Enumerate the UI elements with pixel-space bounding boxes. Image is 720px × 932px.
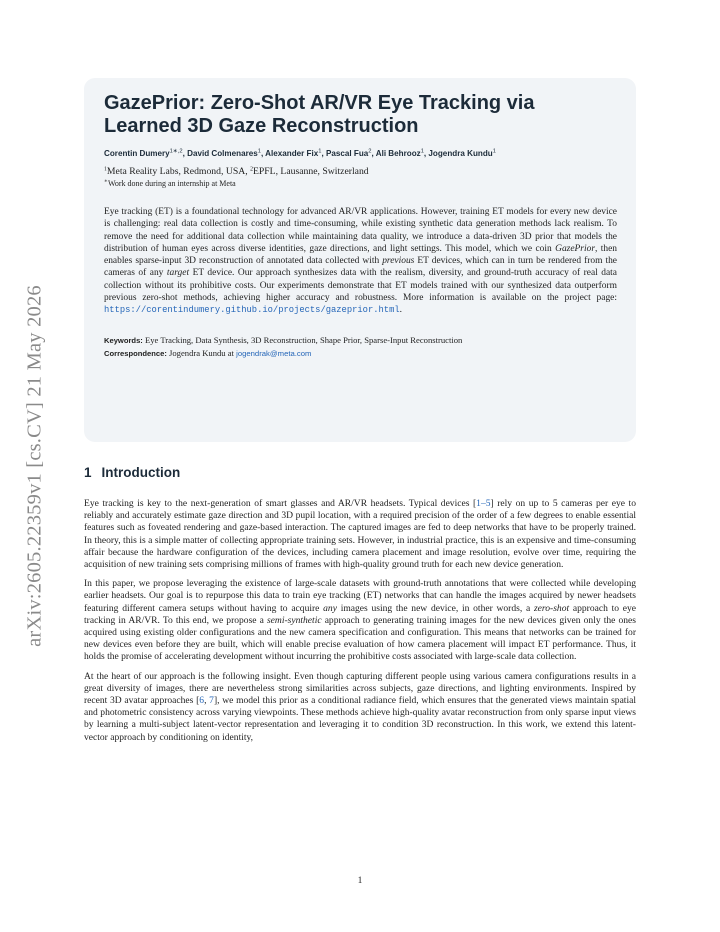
abstract-emphasis: target (166, 268, 190, 279)
arxiv-sidebar (22, 256, 48, 676)
paragraph-emphasis: any (323, 602, 337, 614)
author-affiliation-mark: 1∗,2 (169, 148, 183, 155)
affiliation-mark: 1 (104, 166, 107, 173)
paragraph-emphasis: semi-synthetic (266, 614, 322, 626)
citation-link[interactable]: 7 (209, 695, 214, 707)
abstract-emphasis: previous (382, 256, 415, 267)
citation-link[interactable]: 1–5 (476, 498, 491, 509)
paragraph-text: Eye tracking is key to the next-generation of smart glasses and AR/VR headsets. Typical devices [ (84, 498, 477, 509)
paragraph (84, 578, 636, 663)
project-page-link[interactable]: https://corentindumery.github.io/projects/gazeprior.html (104, 305, 400, 316)
author-name: Ali Behrooz (375, 149, 421, 158)
arxiv-identifier: arXiv:2605.22359v1 [cs.CV] 21 May 2026 (23, 285, 46, 647)
section-title: Introduction (101, 465, 181, 480)
footnote-mark: ∗ (104, 178, 108, 185)
author-name: Jogendra Kundu (428, 149, 493, 158)
author-affiliation-mark: 1 (257, 148, 261, 155)
keywords-block (104, 334, 617, 361)
section-number: 1 (84, 465, 92, 480)
correspondence-email-link[interactable]: jogendrak@meta.com (236, 349, 312, 359)
abstract-text: ET devices, which can in turn be rendered from the cameras of any (104, 256, 617, 279)
affiliation-text: Meta Reality Labs, Redmond, USA, (106, 166, 251, 177)
paragraph-text: ], we model this prior as a conditional radiance field, which ensures that the generated views maintain spatial and photometric consistency across varying viewpoints. These methods achieve high-quality avatar reconstruction from only sparse input views by learning a multi-subject latent-vector representation and leveraging it to condition 3D reconstruction. In this work, we extend this latent-vector approach by conditioning on identity, (84, 695, 636, 743)
paragraph-text: images using the new device, in other words, a (336, 602, 534, 614)
paragraph-text: approach to eye tracking in AR/VR. To this end, we propose a (84, 602, 636, 626)
keywords-label: Keywords: (104, 335, 143, 345)
section-heading (84, 465, 180, 481)
paragraph-text: , (204, 695, 210, 707)
abstract-text: ET device. Our approach synthesizes data with the realism, diversity, and ground-truth accuracy of real data collection without its prohibitive costs. Our experiments demonstrate that ET models trained with our synthesized data outperform previous zero-shot methods, achieving higher accuracy and robustness. More information is available on the project page: (104, 268, 617, 304)
affiliation-mark: 2 (250, 166, 253, 173)
author-affiliation-mark: 2 (368, 148, 372, 155)
paragraph-text: At the heart of our approach is the following insight. Even though capturing different people using various camera configurations results in a great diversity of images, there are nevertheless strong similarities across subjects, gaze directions, and lighting environments. Inspired by recent 3D avatar approaches [ (84, 670, 636, 707)
paragraph-text: ] rely on up to 5 cameras per eye to reliably and accurately estimate gaze direction and 3D pupil location, with a required precision of the order of a few degrees to enable essential features such as foveated rendering and gaze-based interaction. The captured images are fed to deep networks that have to be properly trained. In theory, this is a simple matter of collecting appropriate training sets. However, in industrial practice, this is an expensive and time-consuming affair because the hardware configuration of the devices, including camera placement and image resolution, evolve over time, requiring the acquisition of new training sets comprising millions of frames with high-quality ground truth for each new device generation. (84, 498, 636, 571)
author-affiliation-mark: 1 (318, 148, 322, 155)
paper-title: GazePrior: Zero-Shot AR/VR Eye Tracking via Learned 3D Gaze Reconstruction (104, 92, 535, 137)
citation-link[interactable]: 6 (199, 695, 205, 707)
paragraph (84, 671, 636, 744)
author-footnote (104, 178, 617, 190)
author-name: Pascal Fua (325, 149, 369, 158)
correspondence-label: Correspondence: (104, 349, 167, 359)
author-name: Alexander Fix (265, 149, 319, 158)
abstract (104, 206, 617, 317)
footnote-text: Work done during an internship at Meta (107, 179, 236, 188)
abstract-text: , then enables sparse-input 3D reconstruction of annotated data collected with (104, 243, 617, 267)
paragraph-emphasis: zero-shot (533, 602, 570, 614)
author-name: David Colmenares (187, 149, 258, 158)
abstract-text: Eye tracking (ET) is a foundational technology for advanced AR/VR applications. However, training ET models for every new device is challenging: real data collection is costly and time-consuming, while existing synthetic data generation methods lack realism. To remove the need for additional data collection while maintaining data quality, we introduce a data-driven 3D prior that models the distribution of human eyes across diverse identities, gaze directions, and light settings. This model, which we coin (104, 207, 617, 254)
author-affiliation-mark: 1 (492, 148, 496, 155)
affiliations (104, 165, 617, 178)
introduction-body (84, 498, 636, 751)
paragraph-text: In this paper, we propose leveraging the existence of large-scale datasets with ground-truth annotations that were collected while developing earlier headsets. Our goal is to repurpose this data to train eye tracking (ET) networks that can handle the images acquired by newer headsets featuring different camera setups without having to acquire (84, 578, 636, 614)
page-number: 1 (357, 876, 363, 886)
keywords-text: Eye Tracking, Data Synthesis, 3D Reconstruction, Shape Prior, Sparse-Input Reconstruction (144, 334, 463, 345)
affiliation-text: EPFL, Lausanne, Switzerland (252, 166, 369, 177)
abstract-emphasis: GazePrior (555, 243, 595, 254)
abstract-text: . (399, 305, 402, 316)
author-name: Corentin Dumery (104, 149, 170, 158)
paragraph-text: approach to generating training images for the new devices given only the ones acquired using existing older configurations and the new camera specification and configuration. This means that networks can be trained for new devices even before they are built, which will enable precise evaluation of how camera placement will impact ET performance. Thus, it holds the promise of accelerating development without incurring the prohibitive costs associated with large-scale data collection. (84, 614, 636, 663)
paragraph (84, 498, 636, 571)
correspondence-text: Jogendra Kundu at (169, 348, 237, 359)
header-card (84, 78, 636, 442)
author-affiliation-mark: 1 (420, 148, 424, 155)
author-list: Corentin Dumery$^{1∗,2}$, David Colmenares$^1$, Alexander Fix$^1$, Pascal Fua$^2$, Ali Behrooz$^1$, Jogendra Kundu$^1$ (104, 148, 496, 158)
